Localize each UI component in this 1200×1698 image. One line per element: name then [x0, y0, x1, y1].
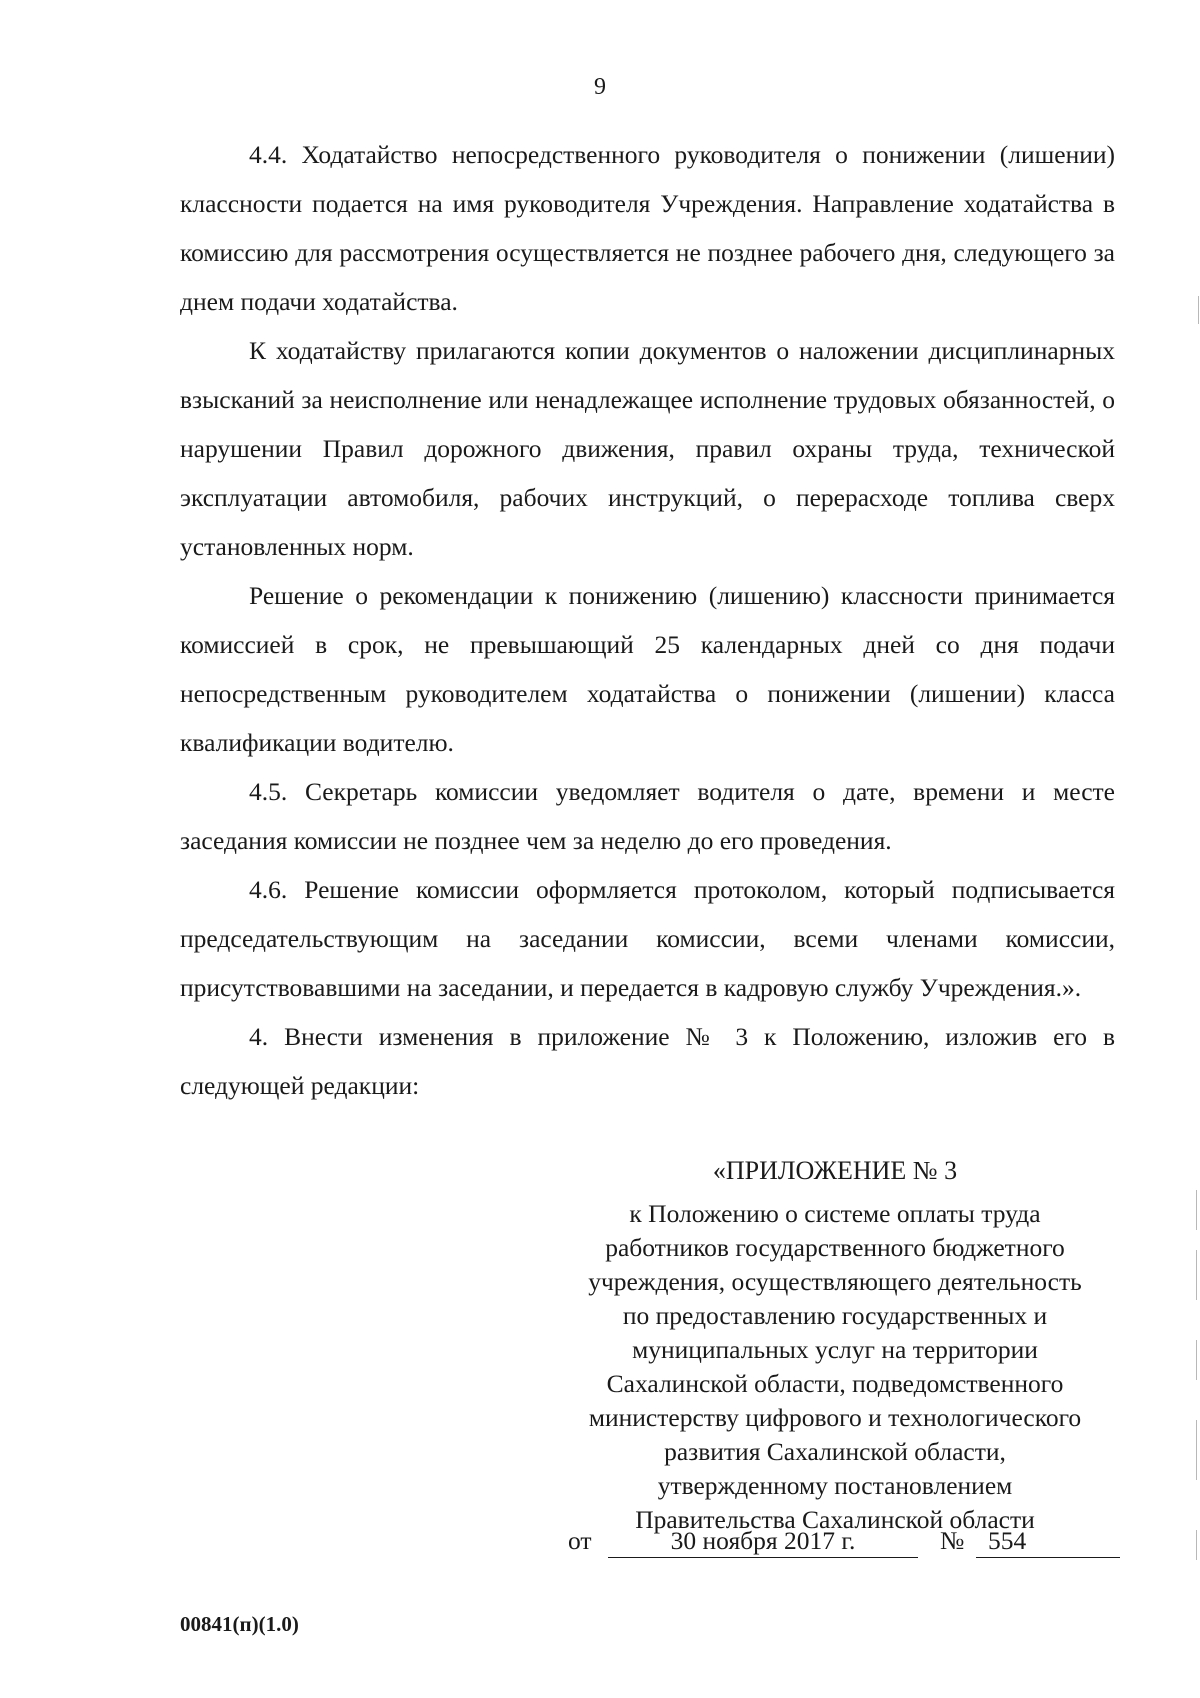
appendix-line: Сахалинской области, подведомственного: [606, 1369, 1064, 1398]
appendix-title: «ПРИЛОЖЕНИЕ № 3: [712, 1156, 958, 1185]
scan-artifact: [1196, 1190, 1197, 1230]
date-prefix: от: [568, 1526, 592, 1555]
appendix-line: к Положению о системе оплаты труда: [629, 1199, 1041, 1228]
appendix-line: развития Сахалинской области,: [664, 1437, 1006, 1466]
resolution-number-field: [976, 1524, 1120, 1558]
resolution-date: 30 ноября 2017 г.: [608, 1524, 918, 1558]
appendix-line: учреждения, осуществляющего деятельность: [588, 1267, 1082, 1296]
scan-artifact: [1196, 1250, 1197, 1300]
appendix-line: утвержденному постановлением: [657, 1471, 1013, 1500]
appendix-header: [550, 1154, 1120, 1537]
appendix-line: работников государственного бюджетного: [605, 1233, 1065, 1262]
page-number: 9: [594, 74, 606, 100]
paragraph-4-4: 4.4. Ходатайство непосредственного руководителя о понижении (лишении) классности подается на имя руководителя Учреждения. Направление ходатайства в комиссию для рассмотрения осуществляется не позднее рабочего дня, следующего за днем подачи ходатайства.: [180, 140, 1115, 316]
paragraph-4-5: 4.5. Секретарь комиссии уведомляет водителя о дате, времени и месте заседания комиссии не позднее чем за неделю до его проведения.: [180, 777, 1115, 855]
appendix-line: муниципальных услуг на территории: [632, 1335, 1038, 1364]
paragraph-attachments: К ходатайству прилагаются копии документов о наложении дисциплинарных взысканий за неисполнение или ненадлежащее исполнение трудовых обязанностей, о нарушении Правил дорожного движения, правил охраны труда, технической эксплуатации автомобиля, рабочих инструкций, о перерасходе топлива сверх установленных норм.: [180, 336, 1115, 561]
body-text: [180, 130, 1115, 1110]
document-code: 00841(п)(1.0): [180, 1612, 299, 1636]
paragraph-item-4: 4. Внести изменения в приложение № 3 к Положению, изложив его в следующей редакции:: [180, 1022, 1115, 1100]
scan-artifact: [1196, 1420, 1197, 1480]
paragraph-decision-deadline: Решение о рекомендации к понижению (лишению) классности принимается комиссией в срок, не превышающий 25 календарных дней со дня подачи непосредственным руководителем ходатайства о понижении (лишении) класса квалификации водителю.: [180, 581, 1115, 757]
scan-artifact: [1196, 1530, 1197, 1560]
number-sign: №: [940, 1526, 965, 1555]
appendix-line: по предоставлению государственных и: [622, 1301, 1048, 1330]
scan-artifact: [1196, 1340, 1197, 1380]
appendix-line: министерству цифрового и технологического: [588, 1403, 1082, 1432]
scan-artifact: [1198, 296, 1199, 324]
resolution-number: 554: [988, 1526, 1027, 1555]
appendix-line: Правительства Сахалинской области: [635, 1505, 1035, 1534]
paragraph-4-6: 4.6. Решение комиссии оформляется протоколом, который подписывается председательствующим на заседании комиссии, всеми членами комиссии, присутствовавшими на заседании, и передается в кадровую службу Учреждения.».: [180, 875, 1115, 1002]
